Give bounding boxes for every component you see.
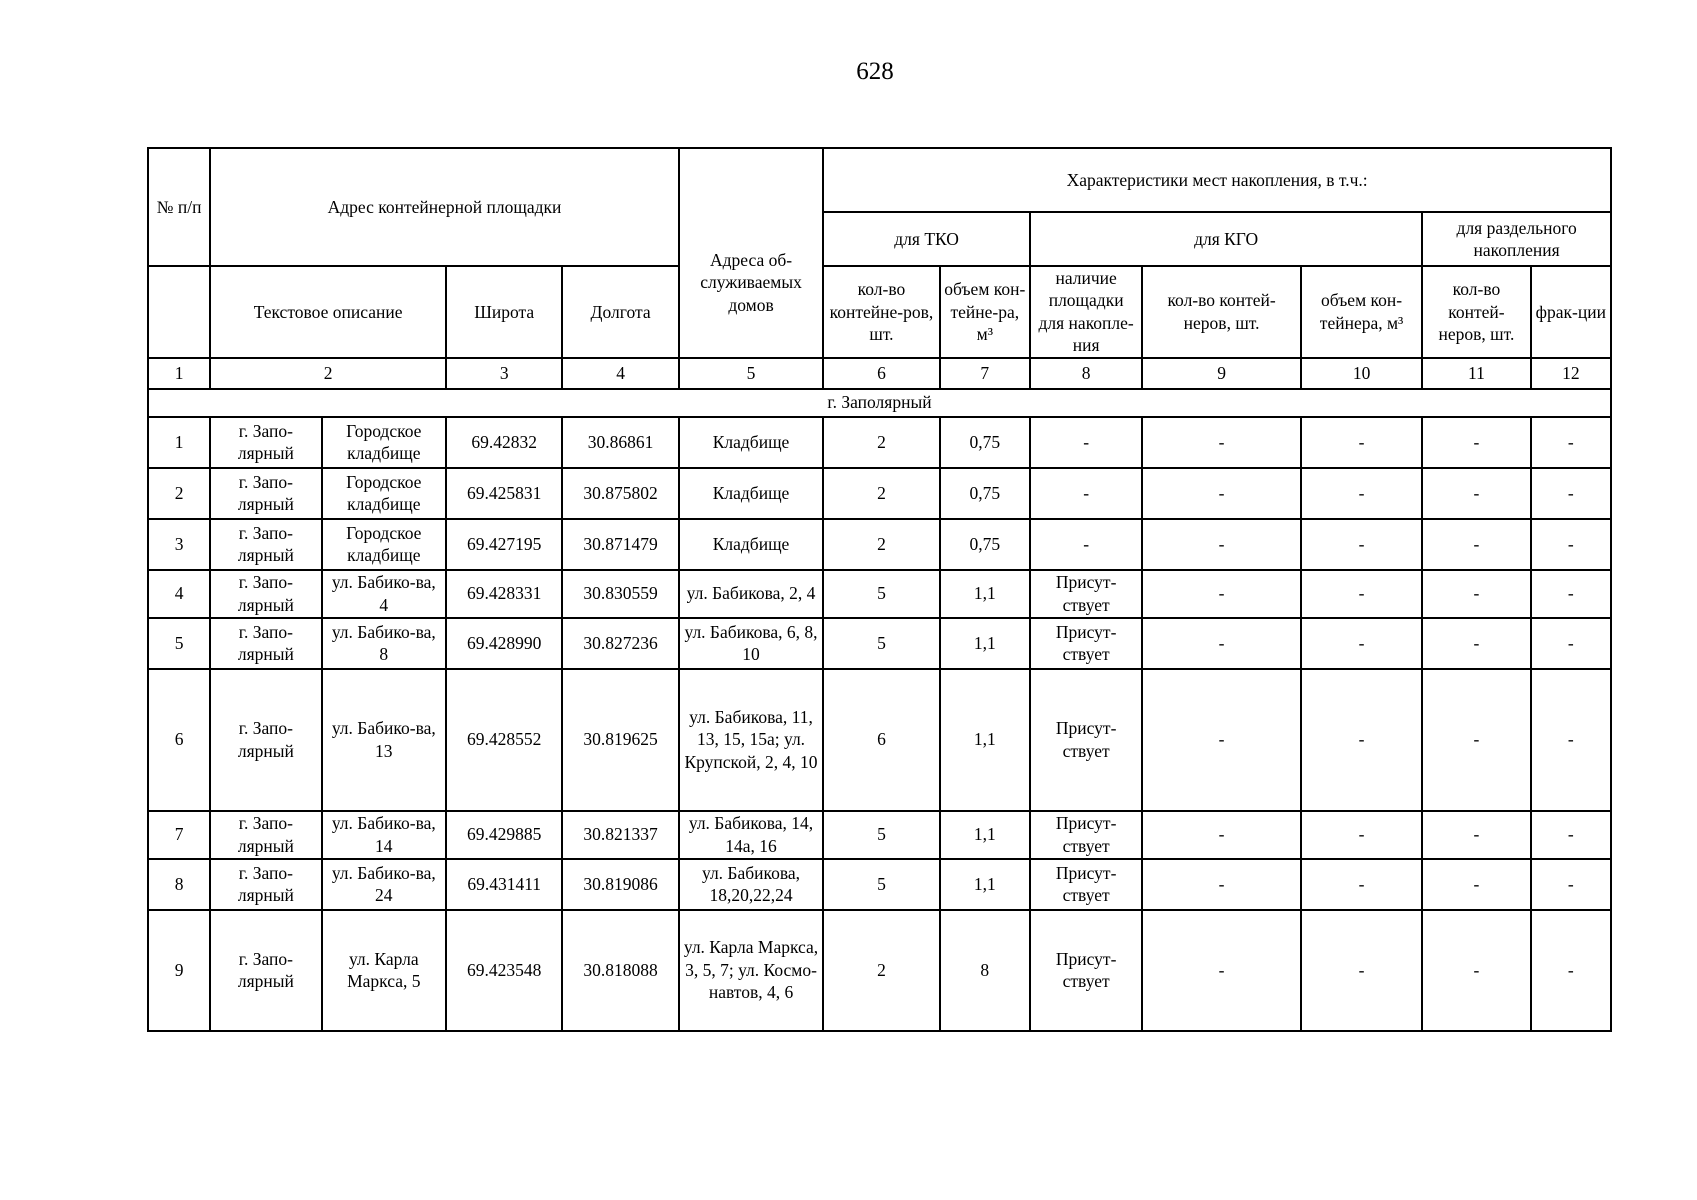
cell-sep-count: - [1422,859,1530,910]
table-row [148,570,1611,618]
cell-kgo-volume: - [1301,910,1422,1031]
cell-sep-fractions: - [1531,417,1611,468]
cell-city: г. Запо-лярный [210,570,321,618]
cell-lat: 69.431411 [446,859,562,910]
column-number: 1 [148,358,210,389]
cell-sep-count: - [1422,519,1530,570]
cell-sep-count: - [1422,570,1530,618]
cell-place: Городское кладбище [322,417,446,468]
header-sep-count: кол-во контей-неров, шт. [1422,266,1530,358]
cell-tko-count: 2 [823,468,939,519]
cell-place: ул. Бабико-ва, 14 [322,811,446,859]
cell-served: ул. Бабикова, 6, 8, 10 [679,618,823,669]
cell-kgo-count: - [1142,811,1301,859]
cell-city: г. Запо-лярный [210,910,321,1031]
cell-kgo-site: - [1030,519,1142,570]
cell-kgo-site: Присут-ствует [1030,570,1142,618]
cell-lon: 30.821337 [562,811,678,859]
column-number: 9 [1142,358,1301,389]
cell-lat: 69.42832 [446,417,562,468]
cell-tko-count: 2 [823,910,939,1031]
cell-kgo-volume: - [1301,811,1422,859]
cell-city: г. Запо-лярный [210,669,321,811]
cell-sep-fractions: - [1531,468,1611,519]
cell-place: Городское кладбище [322,519,446,570]
cell-kgo-count: - [1142,859,1301,910]
cell-kgo-count: - [1142,618,1301,669]
column-number: 11 [1422,358,1530,389]
cell-kgo-count: - [1142,468,1301,519]
cell-sep-fractions: - [1531,570,1611,618]
cell-city: г. Запо-лярный [210,519,321,570]
column-number: 5 [679,358,823,389]
cell-n: 6 [148,669,210,811]
cell-sep-fractions: - [1531,519,1611,570]
cell-kgo-volume: - [1301,519,1422,570]
cell-tko-count: 5 [823,859,939,910]
cell-tko-count: 5 [823,570,939,618]
cell-kgo-count: - [1142,519,1301,570]
cell-sep-count: - [1422,811,1530,859]
cell-served: ул. Бабикова, 14, 14а, 16 [679,811,823,859]
cell-lat: 69.428331 [446,570,562,618]
cell-kgo-count: - [1142,910,1301,1031]
cell-n: 4 [148,570,210,618]
header-kgo-site: наличие площадки для накопле-ния [1030,266,1142,358]
column-number: 4 [562,358,678,389]
header-kgo-count: кол-во контей-неров, шт. [1142,266,1301,358]
column-number: 2 [210,358,446,389]
cell-kgo-site: Присут-ствует [1030,910,1142,1031]
cell-tko-count: 5 [823,618,939,669]
header-separate: для раздельного накопления [1422,212,1611,266]
cell-kgo-count: - [1142,417,1301,468]
cell-kgo-site: - [1030,468,1142,519]
table-row [148,519,1611,570]
cell-place: Городское кладбище [322,468,446,519]
cell-sep-fractions: - [1531,618,1611,669]
cell-served: ул. Бабикова, 2, 4 [679,570,823,618]
cell-place: ул. Бабико-ва, 4 [322,570,446,618]
cell-city: г. Запо-лярный [210,811,321,859]
header-kgo-volume: объем кон-тейнера, м³ [1301,266,1422,358]
cell-lon: 30.871479 [562,519,678,570]
cell-tko-volume: 1,1 [940,811,1030,859]
cell-tko-volume: 1,1 [940,570,1030,618]
header-served-addresses: Адреса об-служиваемых домов [679,148,823,358]
header-longitude: Долгота [562,266,678,358]
cell-kgo-volume: - [1301,859,1422,910]
cell-n: 5 [148,618,210,669]
header-latitude: Широта [446,266,562,358]
header-sep-fractions: фрак-ции [1531,266,1611,358]
cell-kgo-volume: - [1301,669,1422,811]
cell-tko-volume: 0,75 [940,468,1030,519]
table-row [148,811,1611,859]
cell-sep-count: - [1422,417,1530,468]
header-kgo: для КГО [1030,212,1422,266]
header-number: № п/п [148,148,210,266]
cell-lat: 69.423548 [446,910,562,1031]
cell-sep-fractions: - [1531,669,1611,811]
cell-tko-volume: 0,75 [940,417,1030,468]
cell-n: 2 [148,468,210,519]
cell-sep-fractions: - [1531,811,1611,859]
cell-lat: 69.427195 [446,519,562,570]
cell-lon: 30.819086 [562,859,678,910]
table-row [148,669,1611,811]
cell-city: г. Запо-лярный [210,859,321,910]
cell-sep-count: - [1422,910,1530,1031]
cell-n: 7 [148,811,210,859]
column-number: 7 [940,358,1030,389]
column-number-row [148,358,1611,389]
cell-kgo-site: - [1030,417,1142,468]
cell-n: 8 [148,859,210,910]
header-tko: для ТКО [823,212,1030,266]
cell-served: ул. Бабикова, 18,20,22,24 [679,859,823,910]
page-number: 628 [856,58,894,85]
column-number: 6 [823,358,939,389]
cell-tko-volume: 1,1 [940,859,1030,910]
cell-served: ул. Бабикова, 11, 13, 15, 15а; ул. Крупской, 2, 4, 10 [679,669,823,811]
cell-tko-count: 2 [823,417,939,468]
cell-kgo-volume: - [1301,618,1422,669]
cell-tko-volume: 1,1 [940,618,1030,669]
cell-sep-count: - [1422,669,1530,811]
table-row [148,910,1611,1031]
column-number: 8 [1030,358,1142,389]
header-tko-count: кол-во контейне-ров, шт. [823,266,939,358]
cell-tko-volume: 8 [940,910,1030,1031]
cell-kgo-site: Присут-ствует [1030,669,1142,811]
cell-served: Кладбище [679,468,823,519]
cell-sep-fractions: - [1531,859,1611,910]
column-number: 10 [1301,358,1422,389]
cell-tko-volume: 1,1 [940,669,1030,811]
cell-kgo-site: Присут-ствует [1030,859,1142,910]
cell-place: ул. Бабико-ва, 13 [322,669,446,811]
table-row [148,618,1611,669]
cell-kgo-site: Присут-ствует [1030,618,1142,669]
cell-lat: 69.428552 [446,669,562,811]
cell-kgo-site: Присут-ствует [1030,811,1142,859]
cell-tko-count: 5 [823,811,939,859]
table-row [148,417,1611,468]
cell-tko-count: 6 [823,669,939,811]
table-row [148,859,1611,910]
cell-kgo-count: - [1142,570,1301,618]
cell-kgo-volume: - [1301,570,1422,618]
table-row [148,468,1611,519]
cell-sep-count: - [1422,468,1530,519]
column-number: 3 [446,358,562,389]
cell-n: 3 [148,519,210,570]
cell-lon: 30.830559 [562,570,678,618]
cell-kgo-count: - [1142,669,1301,811]
cell-lon: 30.875802 [562,468,678,519]
container-sites-table [147,147,1612,1032]
cell-place: ул. Бабико-ва, 24 [322,859,446,910]
header-container-site-address: Адрес контейнерной площадки [210,148,679,266]
cell-kgo-volume: - [1301,417,1422,468]
cell-lon: 30.827236 [562,618,678,669]
cell-served: Кладбище [679,417,823,468]
cell-place: ул. Бабико-ва, 8 [322,618,446,669]
header-text-description: Текстовое описание [210,266,446,358]
cell-lat: 69.425831 [446,468,562,519]
cell-lat: 69.429885 [446,811,562,859]
cell-n: 1 [148,417,210,468]
cell-city: г. Запо-лярный [210,417,321,468]
cell-lon: 30.86861 [562,417,678,468]
cell-lon: 30.819625 [562,669,678,811]
cell-city: г. Запо-лярный [210,468,321,519]
column-number: 12 [1531,358,1611,389]
cell-kgo-volume: - [1301,468,1422,519]
cell-city: г. Запо-лярный [210,618,321,669]
section-title: г. Заполярный [148,389,1611,417]
cell-sep-fractions: - [1531,910,1611,1031]
cell-served: Кладбище [679,519,823,570]
table-body [148,417,1611,1031]
cell-n: 9 [148,910,210,1031]
header-tko-volume: объем кон-тейне-ра, м³ [940,266,1030,358]
cell-served: ул. Карла Маркса, 3, 5, 7; ул. Космо-навтов, 4, 6 [679,910,823,1031]
cell-tko-count: 2 [823,519,939,570]
cell-tko-volume: 0,75 [940,519,1030,570]
cell-sep-count: - [1422,618,1530,669]
cell-lat: 69.428990 [446,618,562,669]
header-characteristics: Характеристики мест накопления, в т.ч.: [823,148,1611,212]
cell-place: ул. Карла Маркса, 5 [322,910,446,1031]
cell-lon: 30.818088 [562,910,678,1031]
